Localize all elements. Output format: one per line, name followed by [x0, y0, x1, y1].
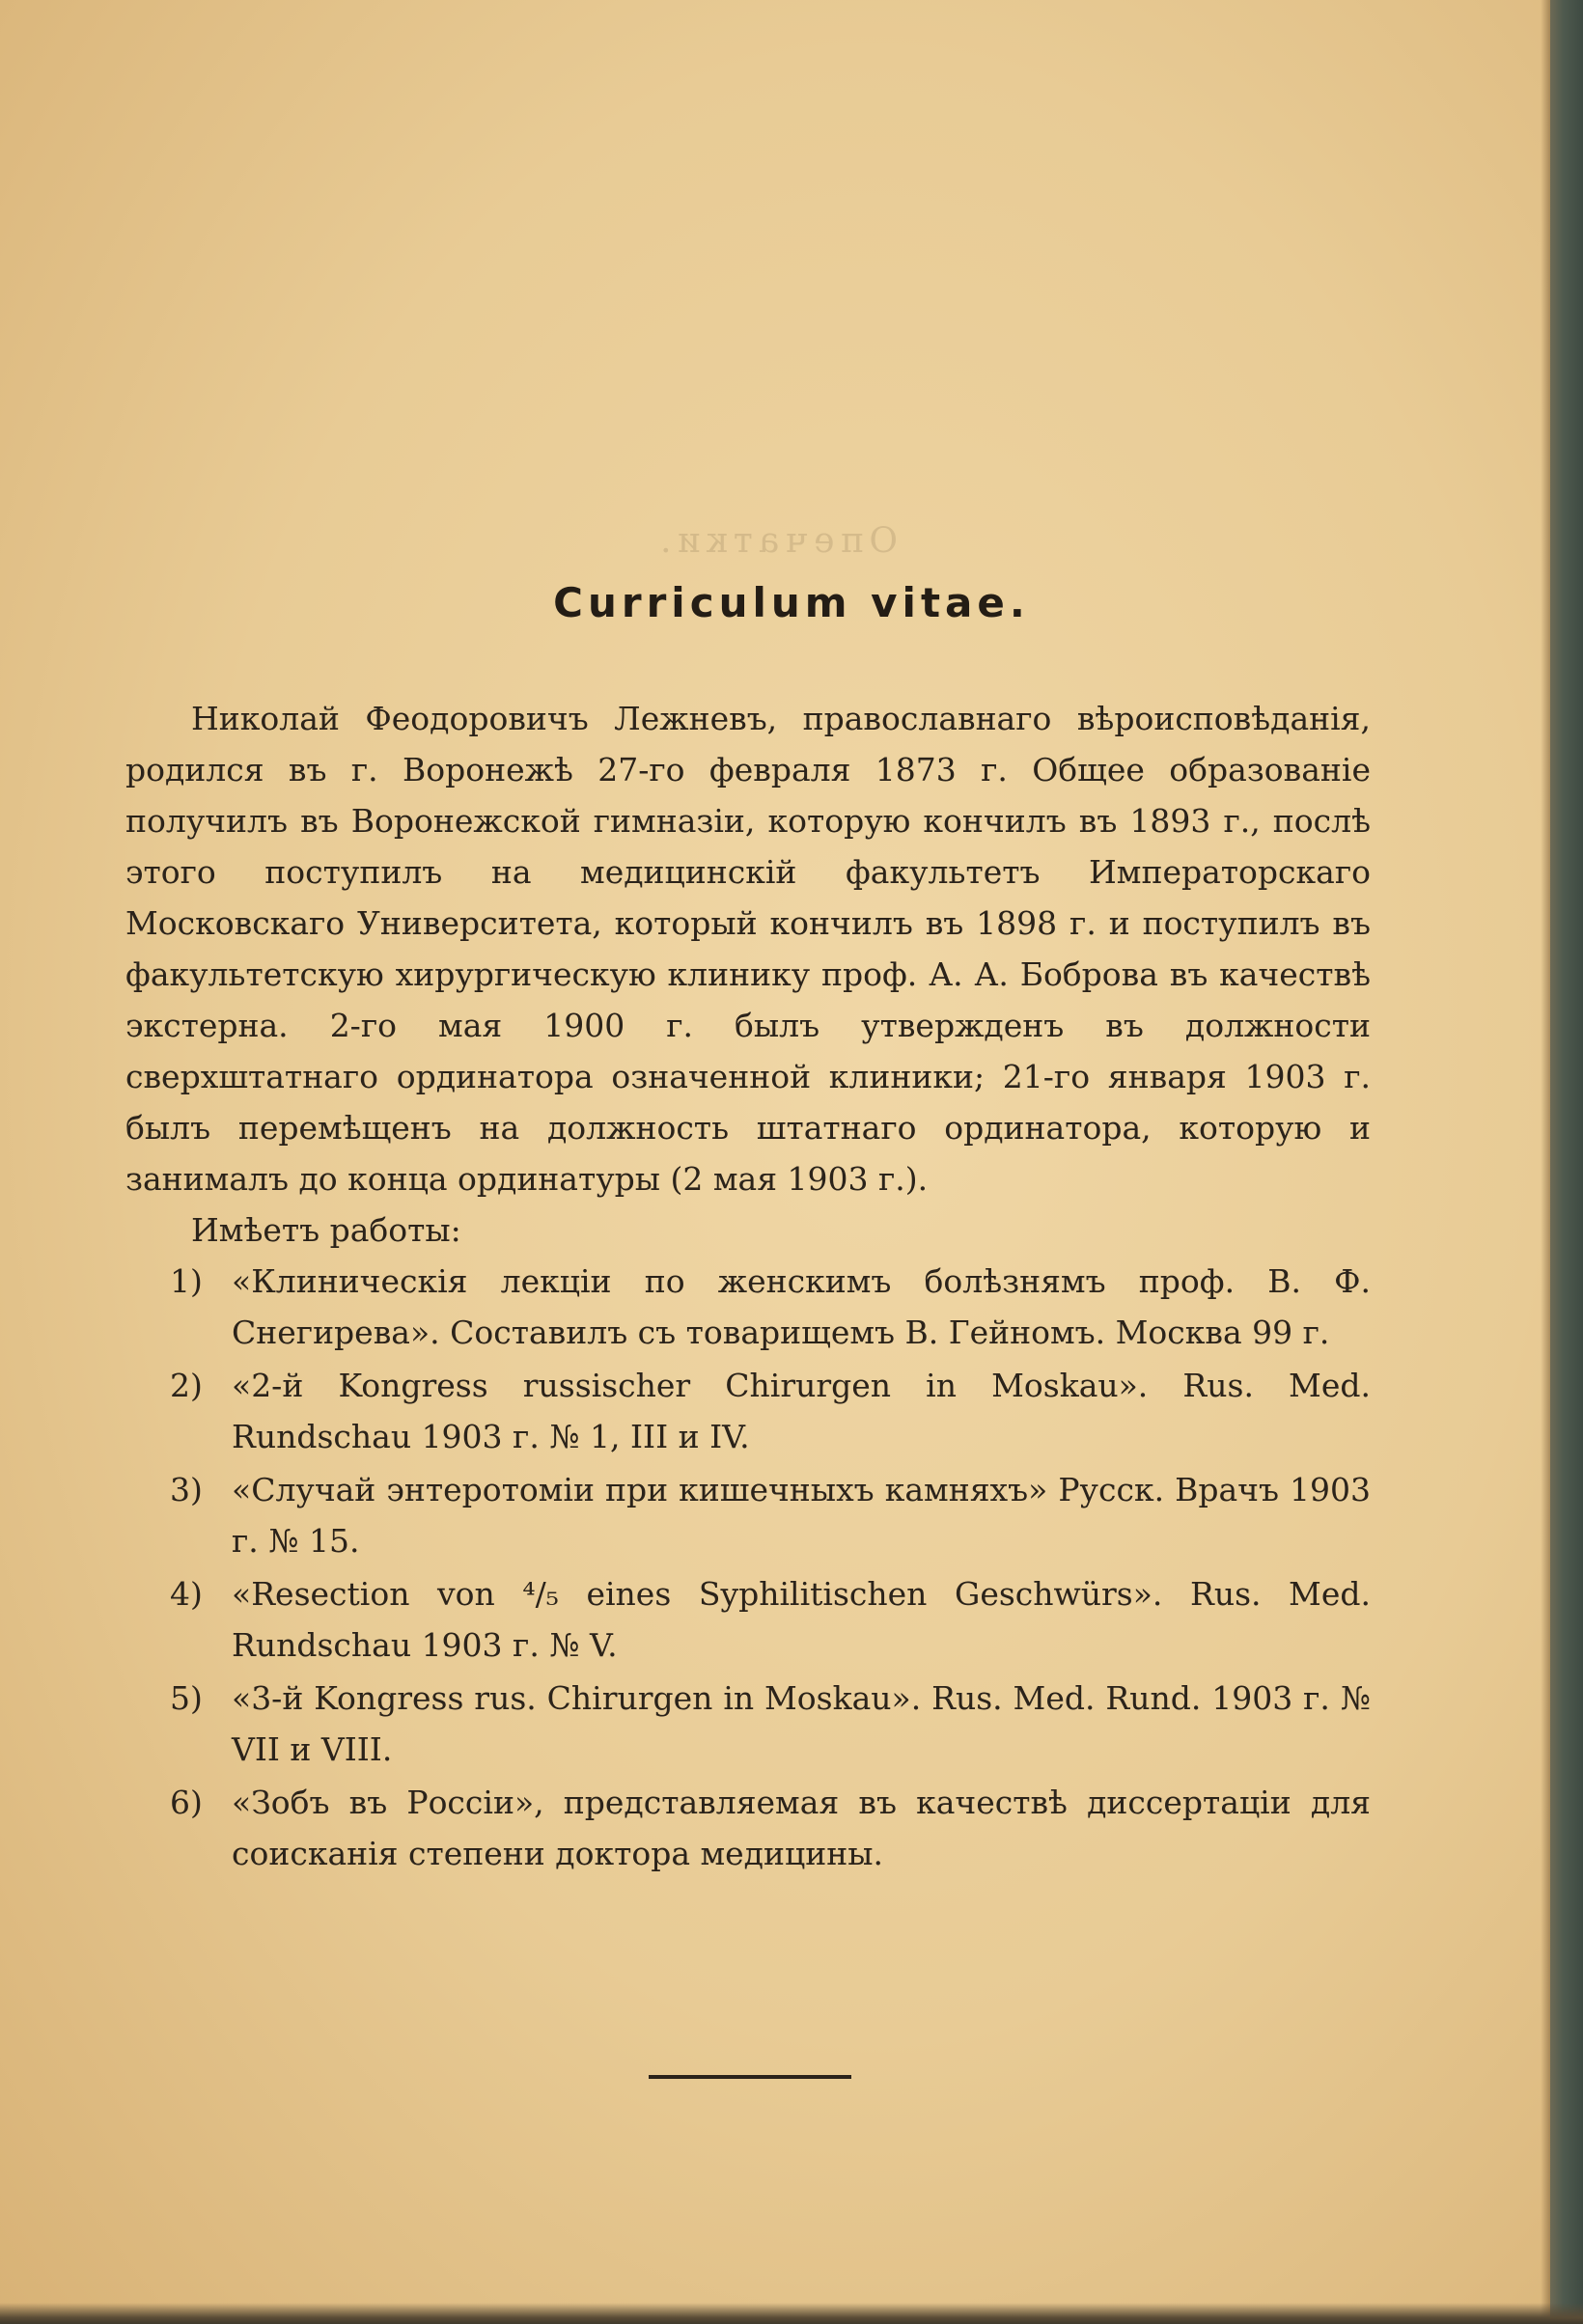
- list-item-number: 5): [170, 1679, 203, 1717]
- list-item-text: «Resection von ⁴/₅ eines Syphilitischen Geschwürs». Rus. Med. Rundschau 1903 г. № V.: [232, 1575, 1371, 1664]
- list-item-text: «Клиническія лекціи по женскимъ болѣзнямъ проф. В. Ф. Снегирева». Составилъ съ товарищемъ В. Гейномъ. Москва 99 г.: [232, 1262, 1371, 1351]
- list-item: [125, 1464, 1371, 1566]
- closing-rule: [649, 2075, 851, 2079]
- cv-body: [125, 693, 1371, 1881]
- list-item: [125, 1673, 1371, 1775]
- works-list: [125, 1256, 1371, 1879]
- page-edge-shadow: [1541, 0, 1550, 2324]
- works-heading: Имѣетъ работы:: [191, 1211, 461, 1249]
- biography-paragraph: Николай Феодоровичъ Лежневъ, православнаго вѣроисповѣданія, родился въ г. Воронежѣ 27-го февраля 1873 г. Общее образованіе получилъ въ Воронежской гимназіи, которую кончилъ въ 1893 г., послѣ этого поступилъ на медицинскій факультетъ Императорскаго Московскаго Университета, который кончилъ въ 1898 г. и поступилъ въ факультетскую хирургическую клинику проф. А. А. Боброва въ качествѣ экстерна. 2-го мая 1900 г. былъ утвержденъ въ должности сверхштатнаго ординатора означенной клиники; 21-го января 1903 г. былъ перемѣщенъ на должность штатнаго ординатора, которую и занималъ до конца ординатуры (2 мая 1903 г.).: [125, 700, 1371, 1198]
- list-item-number: 4): [170, 1575, 203, 1613]
- list-item-number: 6): [170, 1784, 203, 1821]
- list-item: [125, 1360, 1371, 1462]
- page-title: Curriculum vitae.: [553, 579, 1030, 626]
- list-item-number: 1): [170, 1262, 203, 1300]
- list-item-text: «2-й Kongress russischer Chirurgen in Moskau». Rus. Med. Rundschau 1903 г. № 1, III и IV.: [232, 1367, 1371, 1455]
- list-item: [125, 1568, 1371, 1671]
- list-item-text: «3-й Kongress rus. Chirurgen in Moskau». Rus. Med. Rund. 1903 г. № VII и VIII.: [232, 1679, 1371, 1768]
- list-item-text: «Случай энтеротоміи при кишечныхъ камняхъ» Русск. Врачъ 1903 г. № 15.: [232, 1471, 1371, 1560]
- list-item-text: «Зобъ въ Россіи», представляемая въ качествѣ диссертаціи для соисканія степени доктора медицины.: [232, 1784, 1371, 1872]
- bleed-through-text: Опечатки.: [654, 521, 898, 561]
- book-cover-edge: [1550, 0, 1583, 2324]
- list-item-number: 3): [170, 1471, 203, 1508]
- page-bottom-edge: [0, 2303, 1583, 2324]
- list-item-number: 2): [170, 1367, 203, 1404]
- list-item: [125, 1777, 1371, 1879]
- list-item: [125, 1256, 1371, 1358]
